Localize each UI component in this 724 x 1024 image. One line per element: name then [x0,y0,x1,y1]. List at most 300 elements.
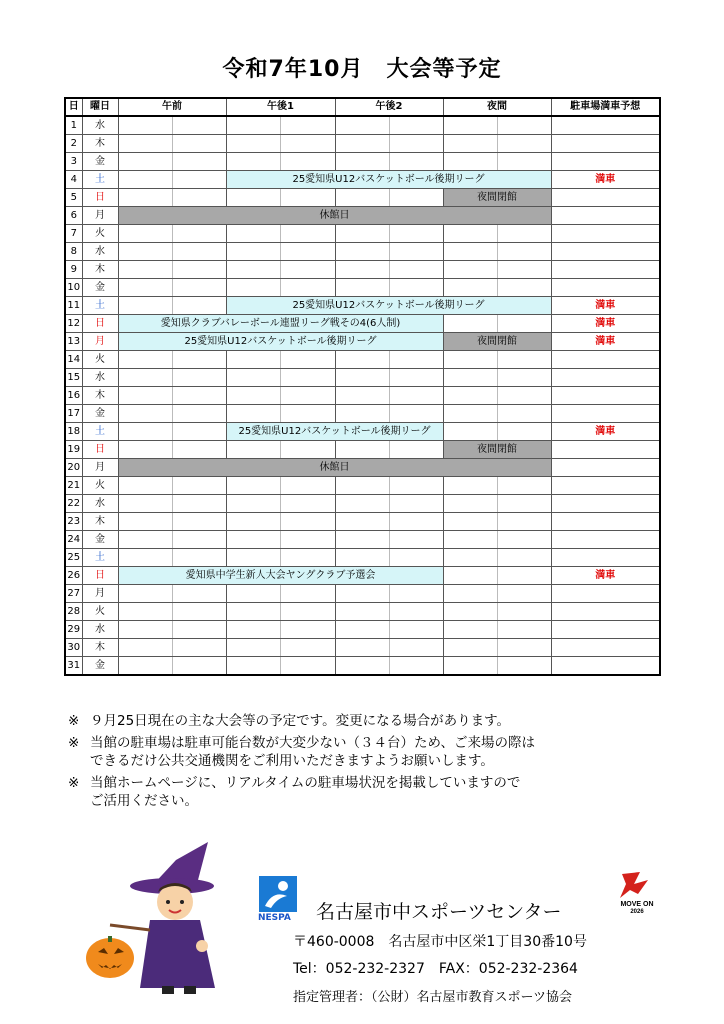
empty-cell [389,387,443,405]
weekday-cell: 土 [82,171,118,189]
empty-cell [226,135,280,153]
header-row [65,98,660,116]
empty-cell [335,243,389,261]
empty-cell [389,225,443,243]
empty-cell [226,153,280,171]
weekday-cell: 金 [82,279,118,297]
day-cell: 25 [65,549,82,567]
weekday-cell: 火 [82,477,118,495]
day-cell: 9 [65,261,82,279]
day-cell: 24 [65,531,82,549]
note-text: ９月25日現在の主な大会等の予定です。変更になる場合があります。 [90,713,511,729]
day-cell: 16 [65,387,82,405]
empty-cell [335,495,389,513]
day-cell: 28 [65,603,82,621]
empty-cell [172,171,226,189]
parking-cell [551,261,660,279]
weekday-cell: 月 [82,585,118,603]
closed-cell: 休館日 [118,459,551,477]
table-row [65,513,660,531]
empty-cell [118,171,172,189]
empty-cell [497,153,551,171]
parking-cell [551,369,660,387]
empty-cell [118,621,172,639]
empty-cell [226,657,280,676]
empty-cell [172,549,226,567]
empty-cell [389,495,443,513]
note-text-2: ご活用ください。 [90,793,198,809]
empty-cell [497,387,551,405]
day-cell: 15 [65,369,82,387]
empty-cell [443,405,497,423]
empty-cell [280,243,335,261]
empty-cell [280,153,335,171]
empty-cell [335,657,389,676]
table-row [65,369,660,387]
parking-cell [551,135,660,153]
table-row [65,657,660,676]
empty-cell [226,495,280,513]
weekday-cell: 火 [82,225,118,243]
day-cell: 10 [65,279,82,297]
empty-cell [335,585,389,603]
empty-cell [497,567,551,585]
empty-cell [497,603,551,621]
empty-cell [118,477,172,495]
parking-cell [551,207,660,225]
note-text-2: できるだけ公共交通機関をご利用いただきますようお願いします。 [90,753,494,769]
empty-cell [335,549,389,567]
day-cell: 31 [65,657,82,676]
empty-cell [118,153,172,171]
empty-cell [172,153,226,171]
weekday-cell: 火 [82,351,118,369]
empty-cell [389,603,443,621]
empty-cell [118,549,172,567]
table-row [65,116,660,135]
weekday-cell: 金 [82,153,118,171]
empty-cell [389,657,443,676]
parking-cell: 満車 [551,567,660,585]
day-cell: 6 [65,207,82,225]
empty-cell [280,189,335,207]
parking-cell: 満車 [551,171,660,189]
weekday-cell: 土 [82,549,118,567]
day-cell: 26 [65,567,82,585]
empty-cell [335,513,389,531]
empty-cell [389,243,443,261]
empty-cell [443,531,497,549]
empty-cell [172,639,226,657]
empty-cell [172,657,226,676]
empty-cell [335,621,389,639]
empty-cell [443,279,497,297]
empty-cell [443,116,497,135]
day-cell: 5 [65,189,82,207]
empty-cell [335,279,389,297]
empty-cell [389,369,443,387]
empty-cell [118,441,172,459]
empty-cell [443,387,497,405]
empty-cell [497,279,551,297]
empty-cell [118,423,172,441]
day-cell: 14 [65,351,82,369]
parking-cell [551,459,660,477]
day-cell: 29 [65,621,82,639]
parking-cell [551,351,660,369]
empty-cell [226,351,280,369]
empty-cell [443,477,497,495]
day-cell: 23 [65,513,82,531]
empty-cell [443,225,497,243]
empty-cell [280,369,335,387]
empty-cell [389,477,443,495]
empty-cell [443,585,497,603]
empty-cell [226,369,280,387]
header-pm2: 午後2 [335,98,443,116]
table-row [65,639,660,657]
parking-cell [551,621,660,639]
empty-cell [172,225,226,243]
empty-cell [118,189,172,207]
empty-cell [280,387,335,405]
empty-cell [118,585,172,603]
empty-cell [389,116,443,135]
empty-cell [389,279,443,297]
day-cell: 7 [65,225,82,243]
empty-cell [172,423,226,441]
telephone: Tel：052-232-2327 FAX：052-232-2364 [293,961,578,977]
parking-cell: 満車 [551,297,660,315]
weekday-cell: 日 [82,567,118,585]
weekday-cell: 月 [82,333,118,351]
empty-cell [389,261,443,279]
closed-cell: 休館日 [118,207,551,225]
event-cell: 25愛知県U12バスケットボール後期リーグ [118,333,443,351]
empty-cell [172,135,226,153]
empty-cell [497,639,551,657]
day-cell: 1 [65,116,82,135]
empty-cell [118,279,172,297]
empty-cell [389,513,443,531]
weekday-cell: 木 [82,513,118,531]
empty-cell [280,657,335,676]
empty-cell [118,603,172,621]
table-row [65,189,660,207]
empty-cell [443,657,497,676]
empty-cell [335,116,389,135]
empty-cell [226,116,280,135]
empty-cell [497,621,551,639]
parking-cell: 満車 [551,333,660,351]
note-mark: ※ [68,775,80,791]
note-text: 当館の駐車場は駐車可能台数が大変少ない（３４台）ため、ご来場の際は [90,735,535,751]
empty-cell [497,549,551,567]
empty-cell [280,513,335,531]
empty-cell [280,351,335,369]
empty-cell [172,369,226,387]
weekday-cell: 水 [82,369,118,387]
day-cell: 17 [65,405,82,423]
empty-cell [335,441,389,459]
empty-cell [280,639,335,657]
empty-cell [443,261,497,279]
parking-cell [551,657,660,676]
table-row [65,585,660,603]
header-night: 夜間 [443,98,551,116]
empty-cell [226,279,280,297]
note-1 [68,712,668,730]
empty-cell [335,135,389,153]
table-row [65,441,660,459]
weekday-cell: 日 [82,189,118,207]
empty-cell [497,116,551,135]
weekday-cell: 日 [82,315,118,333]
parking-cell [551,495,660,513]
empty-cell [118,225,172,243]
empty-cell [280,603,335,621]
table-row [65,549,660,567]
empty-cell [280,585,335,603]
empty-cell [335,369,389,387]
parking-cell [551,441,660,459]
table-row [65,603,660,621]
empty-cell [443,549,497,567]
organization-name: 名古屋市中スポーツセンター [316,901,562,923]
parking-cell [551,189,660,207]
empty-cell [443,567,497,585]
table-row [65,261,660,279]
parking-cell: 満車 [551,315,660,333]
empty-cell [389,135,443,153]
parking-cell [551,243,660,261]
empty-cell [280,279,335,297]
weekday-cell: 土 [82,423,118,441]
empty-cell [497,135,551,153]
day-cell: 20 [65,459,82,477]
empty-cell [280,441,335,459]
empty-cell [497,657,551,676]
empty-cell [118,513,172,531]
day-cell: 13 [65,333,82,351]
empty-cell [335,603,389,621]
night-closed-cell: 夜間閉館 [443,333,551,351]
witch-illustration-icon [80,840,230,1000]
note-text: 当館ホームページに、リアルタイムの駐車場状況を掲載していますので [90,775,521,791]
night-closed-cell: 夜間閉館 [443,189,551,207]
parking-cell [551,116,660,135]
header-weekday: 曜日 [82,98,118,116]
table-row [65,171,660,189]
empty-cell [172,387,226,405]
weekday-cell: 月 [82,207,118,225]
empty-cell [335,405,389,423]
empty-cell [443,423,497,441]
empty-cell [280,135,335,153]
empty-cell [497,315,551,333]
empty-cell [118,639,172,657]
parking-cell [551,153,660,171]
note-mark: ※ [68,735,80,751]
header-day: 日 [65,98,82,116]
empty-cell [172,603,226,621]
empty-cell [226,621,280,639]
day-cell: 11 [65,297,82,315]
day-cell: 30 [65,639,82,657]
table-row [65,297,660,315]
day-cell: 27 [65,585,82,603]
note-3 [68,774,668,810]
empty-cell [443,513,497,531]
empty-cell [226,189,280,207]
empty-cell [280,261,335,279]
table-row [65,423,660,441]
empty-cell [280,495,335,513]
night-closed-cell: 夜間閉館 [443,441,551,459]
empty-cell [280,531,335,549]
parking-cell [551,225,660,243]
weekday-cell: 金 [82,405,118,423]
empty-cell [226,639,280,657]
day-cell: 22 [65,495,82,513]
day-cell: 8 [65,243,82,261]
empty-cell [443,603,497,621]
notes [68,712,668,814]
empty-cell [443,495,497,513]
empty-cell [443,243,497,261]
empty-cell [497,531,551,549]
empty-cell [118,261,172,279]
table-row [65,333,660,351]
parking-cell [551,603,660,621]
empty-cell [118,657,172,676]
table-row [65,351,660,369]
empty-cell [118,243,172,261]
header-parking: 駐車場満車予想 [551,98,660,116]
empty-cell [118,135,172,153]
weekday-cell: 火 [82,603,118,621]
note-2 [68,734,668,770]
schedule-table [64,97,661,676]
empty-cell [118,351,172,369]
empty-cell [226,261,280,279]
event-cell: 25愛知県U12バスケットボール後期リーグ [226,423,443,441]
empty-cell [280,116,335,135]
header-am: 午前 [118,98,226,116]
empty-cell [443,639,497,657]
empty-cell [497,243,551,261]
weekday-cell: 水 [82,495,118,513]
empty-cell [497,477,551,495]
day-cell: 21 [65,477,82,495]
empty-cell [118,369,172,387]
page-title: 令和7年10月 大会等予定 [222,57,502,82]
parking-cell [551,639,660,657]
parking-cell: 満車 [551,423,660,441]
event-cell: 愛知県中学生新人大会ヤングクラブ予選会 [118,567,443,585]
empty-cell [172,585,226,603]
table-row [65,621,660,639]
empty-cell [172,261,226,279]
note-mark: ※ [68,713,80,729]
empty-cell [226,243,280,261]
nespa-logo-icon [259,876,297,912]
empty-cell [389,549,443,567]
empty-cell [335,225,389,243]
empty-cell [335,153,389,171]
table-row [65,405,660,423]
weekday-cell: 水 [82,243,118,261]
empty-cell [497,423,551,441]
table-row [65,207,660,225]
empty-cell [226,603,280,621]
empty-cell [172,621,226,639]
empty-cell [118,495,172,513]
empty-cell [497,585,551,603]
weekday-cell: 木 [82,261,118,279]
empty-cell [335,351,389,369]
empty-cell [172,243,226,261]
empty-cell [172,351,226,369]
empty-cell [389,351,443,369]
weekday-cell: 月 [82,459,118,477]
empty-cell [172,477,226,495]
empty-cell [497,261,551,279]
empty-cell [497,351,551,369]
empty-cell [118,531,172,549]
empty-cell [335,531,389,549]
day-cell: 12 [65,315,82,333]
empty-cell [118,297,172,315]
empty-cell [226,549,280,567]
empty-cell [226,477,280,495]
empty-cell [335,189,389,207]
empty-cell [497,495,551,513]
empty-cell [389,585,443,603]
weekday-cell: 金 [82,657,118,676]
empty-cell [443,315,497,333]
parking-cell [551,387,660,405]
empty-cell [226,387,280,405]
day-cell: 4 [65,171,82,189]
manager: 指定管理者：（公財）名古屋市教育スポーツ協会 [293,990,572,1005]
empty-cell [389,621,443,639]
empty-cell [497,513,551,531]
day-cell: 19 [65,441,82,459]
event-cell: 25愛知県U12バスケットボール後期リーグ [226,297,551,315]
parking-cell [551,405,660,423]
weekday-cell: 木 [82,387,118,405]
event-cell: 愛知県クラブバレーボール連盟リーグ戦その4(6人制) [118,315,443,333]
weekday-cell: 金 [82,531,118,549]
table-row [65,477,660,495]
moveon-year: 2026 [630,909,644,914]
empty-cell [118,405,172,423]
parking-cell [551,513,660,531]
weekday-cell: 木 [82,639,118,657]
empty-cell [118,116,172,135]
empty-cell [226,513,280,531]
empty-cell [280,549,335,567]
table-row [65,279,660,297]
empty-cell [443,135,497,153]
parking-cell [551,531,660,549]
empty-cell [172,531,226,549]
day-cell: 3 [65,153,82,171]
empty-cell [226,531,280,549]
parking-cell [551,549,660,567]
empty-cell [172,495,226,513]
